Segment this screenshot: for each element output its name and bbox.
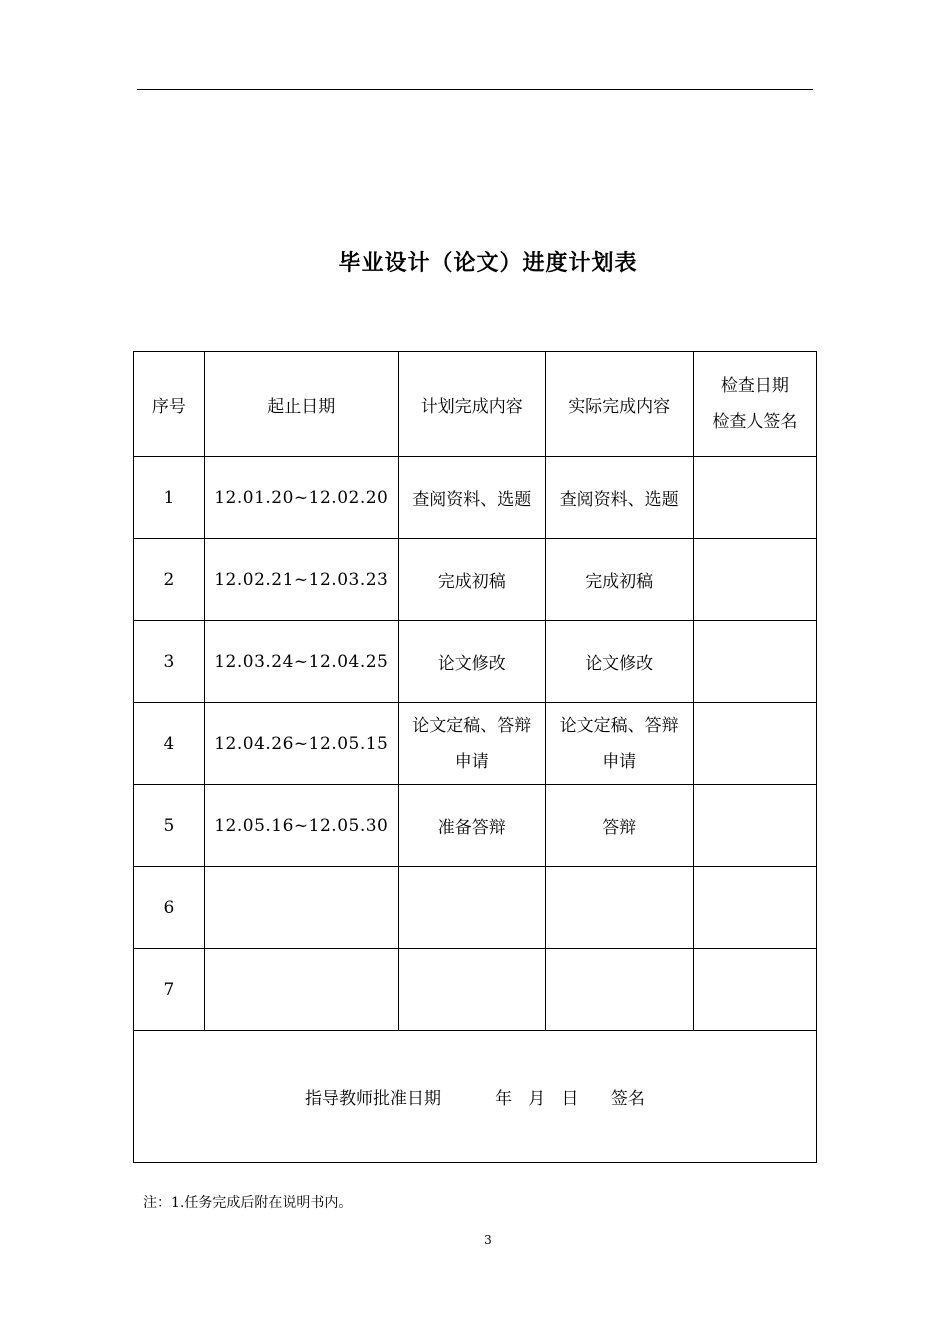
table-row [134, 867, 817, 949]
header-actual-content: 实际完成内容 [545, 352, 693, 457]
cell-no: 5 [134, 785, 205, 867]
approval-cell [134, 1031, 817, 1163]
header-check-date: 检查日期 [720, 376, 789, 396]
cell-actual: 论文修改 [545, 621, 693, 703]
table-row [134, 949, 817, 1031]
cell-check[interactable] [693, 867, 816, 949]
cell-plan: 完成初稿 [398, 539, 545, 621]
cell-date[interactable] [204, 867, 398, 949]
table-row [134, 703, 817, 785]
cell-actual [545, 703, 693, 785]
cell-check[interactable] [693, 457, 816, 539]
cell-date: 12.05.16~12.05.30 [204, 785, 398, 867]
page-number: 3 [484, 1233, 492, 1247]
header-date-range: 起止日期 [204, 352, 398, 457]
cell-no: 2 [134, 539, 205, 621]
cell-check[interactable] [693, 621, 816, 703]
cell-plan-line1: 论文定稿、答辩 [412, 715, 532, 736]
cell-actual: 答辩 [545, 785, 693, 867]
cell-date: 12.01.20~12.02.20 [204, 457, 398, 539]
cell-check[interactable] [693, 785, 816, 867]
cell-plan: 论文修改 [398, 621, 545, 703]
cell-actual: 查阅资料、选题 [545, 457, 693, 539]
header-rule [137, 89, 813, 90]
cell-plan-line2: 申请 [454, 751, 489, 772]
page-title: 毕业设计（论文）进度计划表 [338, 251, 638, 276]
cell-actual-line1: 论文定稿、答辩 [559, 715, 679, 736]
advisor-approval-date-signature: 指导教师批准日期 年 月 日 签名 [305, 1089, 645, 1109]
cell-actual[interactable] [545, 867, 693, 949]
header-serial-no: 序号 [134, 352, 205, 457]
header-planned-content: 计划完成内容 [398, 352, 545, 457]
cell-no: 3 [134, 621, 205, 703]
cell-no: 7 [134, 949, 205, 1031]
cell-date: 12.04.26~12.05.15 [204, 703, 398, 785]
cell-check[interactable] [693, 949, 816, 1031]
table-row [134, 785, 817, 867]
cell-plan: 准备答辩 [398, 785, 545, 867]
table-row [134, 539, 817, 621]
cell-actual-line2: 申请 [602, 751, 637, 772]
progress-plan-table [133, 351, 817, 1163]
cell-no: 6 [134, 867, 205, 949]
cell-no: 1 [134, 457, 205, 539]
approval-row [134, 1031, 817, 1163]
footnote: 注：1.任务完成后附在说明书内。 [143, 1195, 353, 1211]
cell-plan[interactable] [398, 867, 545, 949]
cell-plan [398, 703, 545, 785]
table-row [134, 621, 817, 703]
cell-plan: 查阅资料、选题 [398, 457, 545, 539]
cell-date: 12.02.21~12.03.23 [204, 539, 398, 621]
table-header-row [134, 352, 817, 457]
cell-actual: 完成初稿 [545, 539, 693, 621]
cell-plan[interactable] [398, 949, 545, 1031]
cell-no: 4 [134, 703, 205, 785]
cell-check[interactable] [693, 703, 816, 785]
cell-date: 12.03.24~12.04.25 [204, 621, 398, 703]
cell-date[interactable] [204, 949, 398, 1031]
cell-actual[interactable] [545, 949, 693, 1031]
header-checker-signature: 检查人签名 [712, 412, 798, 432]
table-row [134, 457, 817, 539]
cell-check[interactable] [693, 539, 816, 621]
header-check-date-signature [693, 352, 816, 457]
